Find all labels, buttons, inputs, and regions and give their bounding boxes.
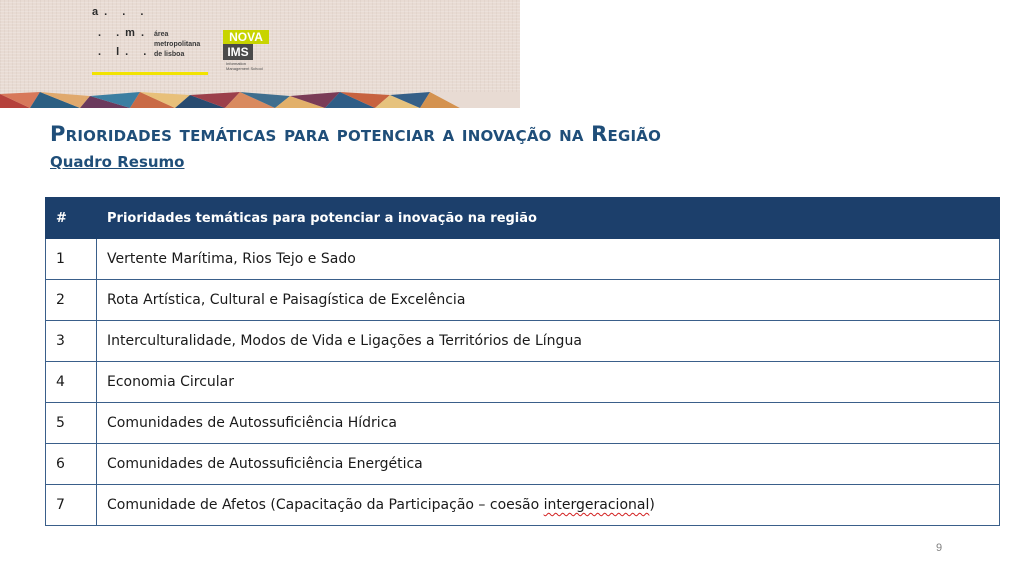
row-priority: Economia Circular [97, 362, 1000, 403]
table-row [46, 444, 1000, 485]
page-title: Prioridades temáticas para potenciar a inovação na Região [50, 122, 662, 146]
row-priority: Comunidades de Autossuficiência Energética [97, 444, 1000, 485]
aml-logo-underline [92, 72, 208, 75]
column-header-number: # [46, 198, 97, 239]
table-row [46, 485, 1000, 526]
aml-label-line2: metropolitana [154, 41, 201, 48]
aml-label-line1: área [154, 31, 169, 38]
table-row [46, 403, 1000, 444]
row-number: 1 [46, 239, 97, 280]
table-row [46, 239, 1000, 280]
row-priority: Rota Artística, Cultural e Paisagística de Excelência [97, 280, 1000, 321]
table-row [46, 362, 1000, 403]
row-number: 4 [46, 362, 97, 403]
row-number: 6 [46, 444, 97, 485]
row-number: 7 [46, 485, 97, 526]
row-priority-text: Comunidade de Afetos (Capacitação da Participação – coesão [107, 497, 544, 513]
row-priority: Comunidades de Autossuficiência Hídrica [97, 403, 1000, 444]
row-priority [97, 485, 1000, 526]
header-banner [0, 0, 520, 108]
nova-logo: NOVA [223, 30, 269, 44]
row-priority: Vertente Marítima, Rios Tejo e Sado [97, 239, 1000, 280]
table-row [46, 321, 1000, 362]
row-number: 3 [46, 321, 97, 362]
row-priority: Interculturalidade, Modos de Vida e Ligações a Territórios de Língua [97, 321, 1000, 362]
row-priority-text-end: ) [649, 497, 655, 513]
mosaic-decoration [0, 92, 520, 108]
row-number: 2 [46, 280, 97, 321]
spellcheck-flagged-word[interactable]: intergeracional [543, 497, 650, 513]
aml-logo-line2: . .m. [98, 27, 151, 39]
aml-logo-line1: a. . . [92, 6, 150, 18]
ims-logo-subtitle: Information Management School [226, 61, 263, 71]
priorities-table [45, 197, 1000, 526]
aml-label-line3: de lisboa [154, 51, 185, 58]
column-header-priority: Prioridades temáticas para potenciar a inovação na região [97, 198, 1000, 239]
table-header-row [46, 198, 1000, 239]
row-number: 5 [46, 403, 97, 444]
page-subtitle: Quadro Resumo [50, 153, 185, 171]
page-number: 9 [936, 542, 943, 554]
aml-logo-line3: . l. . [98, 46, 153, 58]
ims-logo: IMS [223, 44, 253, 60]
table-row [46, 280, 1000, 321]
